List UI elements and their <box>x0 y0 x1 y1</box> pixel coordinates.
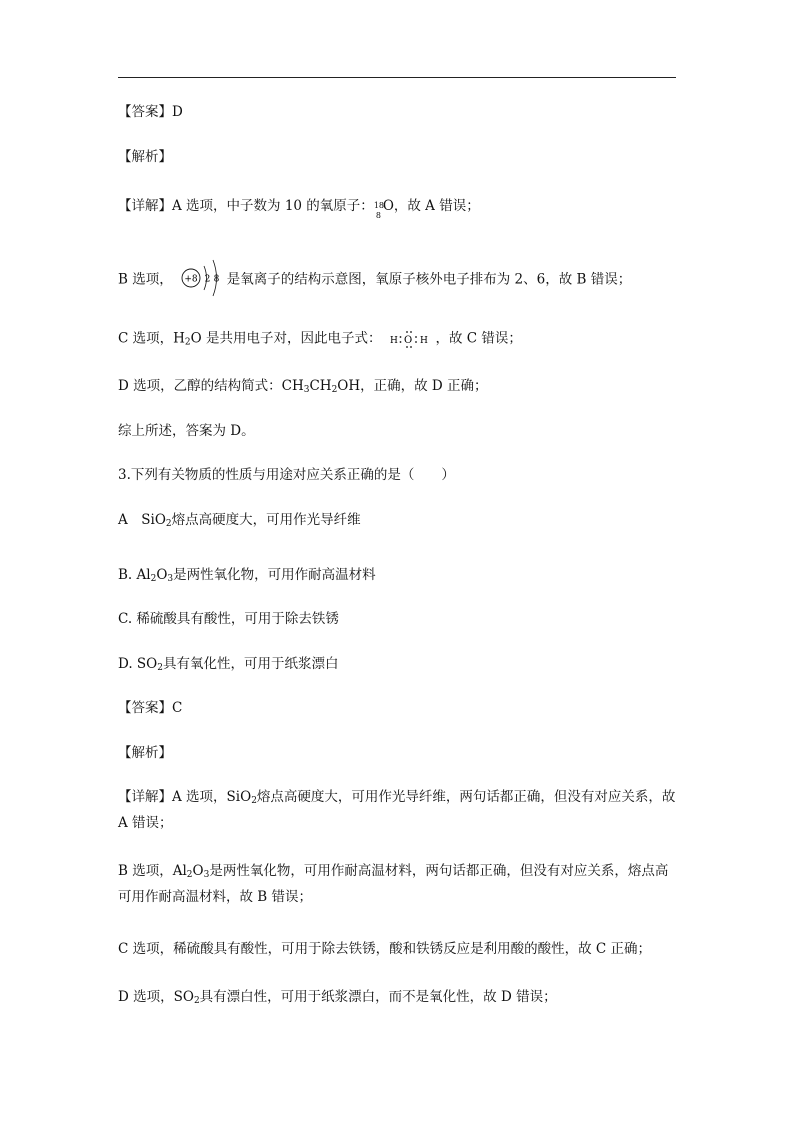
lewis-h-left: H <box>389 336 398 346</box>
q3-explanation-c: C 选项，稀硫酸具有酸性，可用于除去铁锈，酸和铁锈反应是利用酸的酸性，故 C 正确； <box>118 941 652 957</box>
q3-explanation-a: 【详解】A 选项，SiO$_2$熔点高硬度大，可用作光导纤维，两句话都正确，但没有对应关系，故 A 错误； <box>118 789 676 831</box>
shell-1-electrons: 2 <box>204 274 211 285</box>
q3-analysis-heading: 【解析】 <box>118 745 172 761</box>
q3-explanation-b: B 选项，$Al_2O_3$是两性氧化物，可用作耐高温材料，两句话都正确，但没有对应关系，熔点高可用作耐高温材料，故 B 错误； <box>118 863 669 905</box>
header-rule <box>118 77 676 78</box>
lewis-h-right: H <box>419 336 428 346</box>
shell-2-electrons: 8 <box>213 274 220 285</box>
oxygen-ion-structure-diagram <box>179 258 225 298</box>
nucleus-charge: +8 <box>184 274 198 285</box>
q2-analysis-heading: 【解析】 <box>118 149 172 165</box>
q3-option-d: D. $SO_2$具有氧化性，可用于纸浆漂白 <box>118 656 339 673</box>
q2-detail-b: B 选项， +8 2 8 是氧离子的结构示意图，氧原子核外电子排布为 2、6，故 B 错误； <box>118 260 631 300</box>
oxygen-isotope-notation: 18 8 <box>373 200 384 220</box>
q3-answer: 【答案】C <box>118 700 183 716</box>
q3-option-a: A SiO$_2$熔点高硬度大，可用作光导纤维 <box>118 512 361 529</box>
q2-detail-c: C 选项，$H_2O$ 是共用电子对，因此电子式： H O H ，故 C 错误； <box>118 327 522 351</box>
q3-question: 3.下列有关物质的性质与用途对应关系正确的是（ ） <box>118 467 455 483</box>
q2-detail-d: D 选项，乙醇的结构简式：$CH_3CH_2OH$，正确，故 D 正确； <box>118 378 488 395</box>
q2-summary: 综上所述，答案为 D。 <box>118 423 255 439</box>
lewis-o: O <box>403 335 412 346</box>
q3-option-b: B. $Al_2O_3$是两性氧化物，可用作耐高温材料 <box>118 567 376 584</box>
q2-detail-a: 【详解】A 选项，中子数为 10 的氧原子： 18 8 O，故 A 错误； <box>118 198 480 220</box>
q3-option-c: C. 稀硫酸具有酸性，可用于除去铁锈 <box>118 611 339 627</box>
q3-explanation-d: D 选项，$SO_2$具有漂白性，可用于纸浆漂白，而不是氧化性，故 D 错误； <box>118 989 557 1006</box>
water-electron-formula <box>386 327 432 351</box>
q2-answer: 【答案】D <box>118 104 183 120</box>
